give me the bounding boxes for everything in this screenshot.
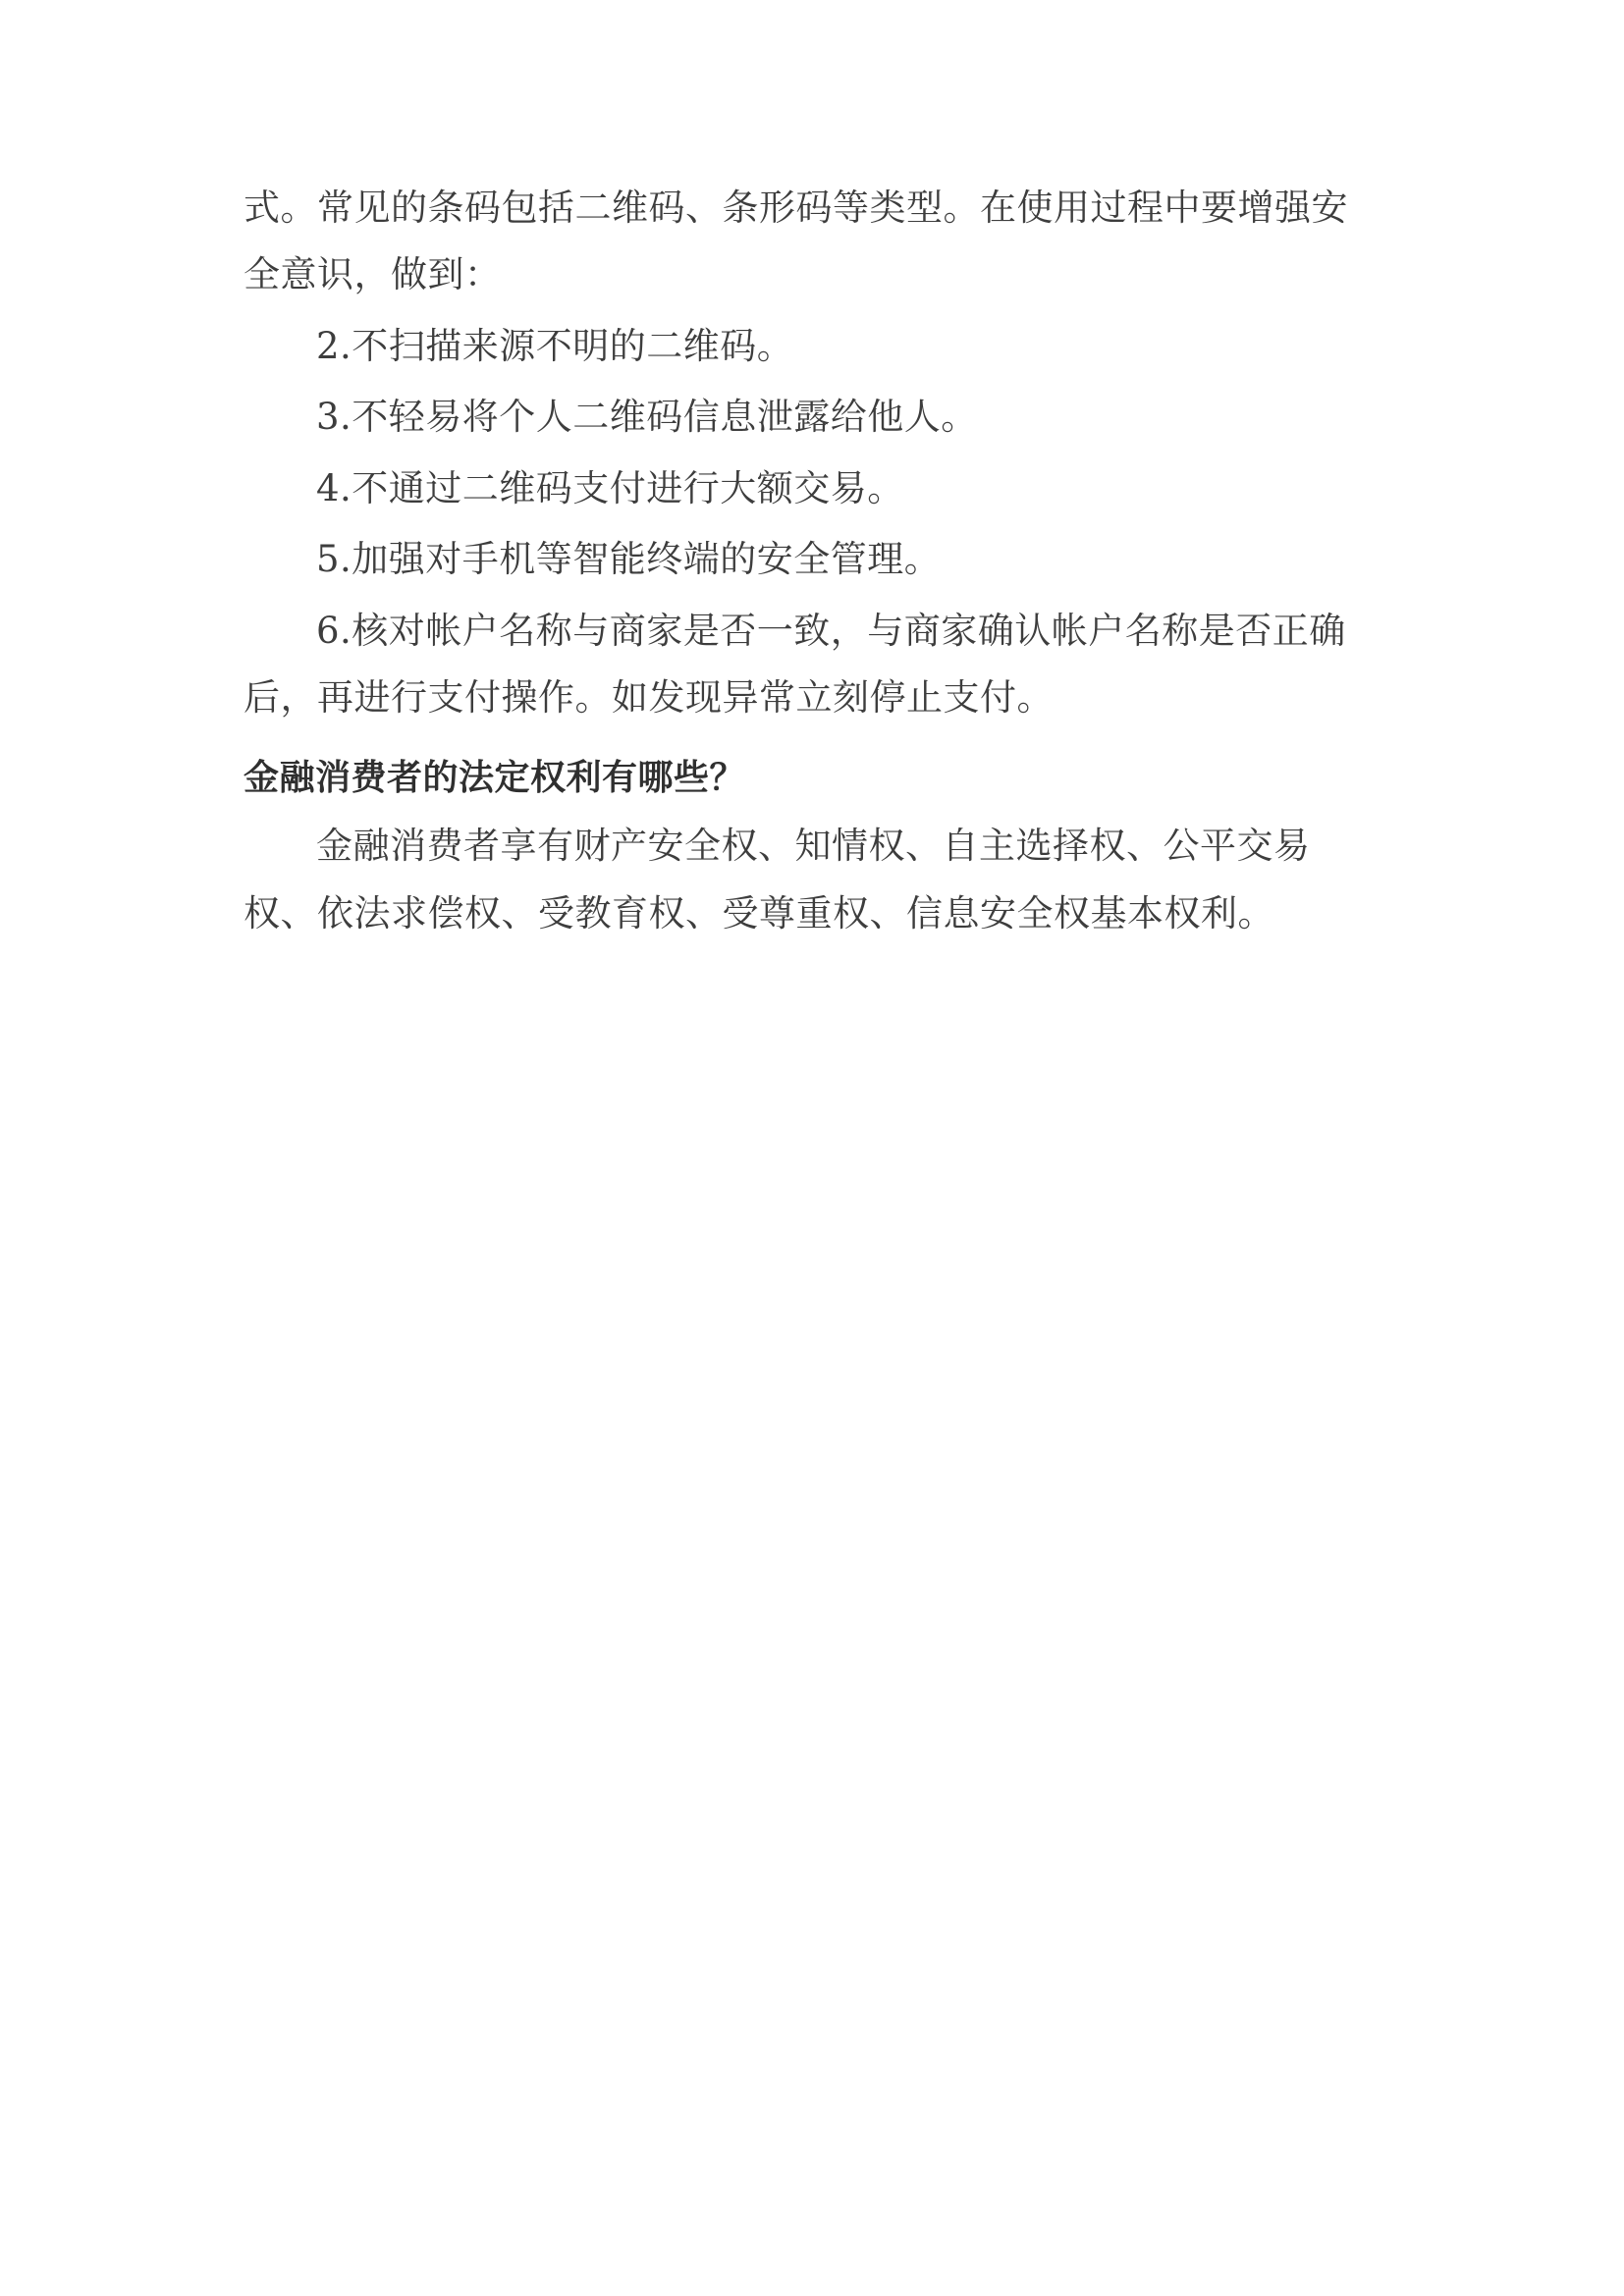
document-body	[244, 175, 1353, 951]
list-item-4: 4.不通过二维码支付进行大额交易。	[316, 466, 904, 509]
list-item-5: 5.加强对手机等智能终端的安全管理。	[316, 538, 942, 581]
list-item-2: 2.不扫描来源不明的二维码。	[316, 324, 794, 367]
section-body-paragraph: 金融消费者享有财产安全权、知情权、自主选择权、公平交易权、依法求偿权、受教育权、受尊重权、信息安全权基本权利。	[244, 825, 1311, 934]
list-item-6: 6.核对帐户名称与商家是否一致，与商家确认帐户名称是否正确后，再进行支付操作。如发现异常立刻停止支付。	[244, 609, 1346, 720]
list-item-3: 3.不轻易将个人二维码信息泄露给他人。	[316, 396, 978, 439]
paragraph-continuation: 式。常见的条码包括二维码、条形码等类型。在使用过程中要增强安全意识，做到：	[244, 187, 1348, 296]
section-heading: 金融消费者的法定权利有哪些？	[244, 757, 746, 798]
